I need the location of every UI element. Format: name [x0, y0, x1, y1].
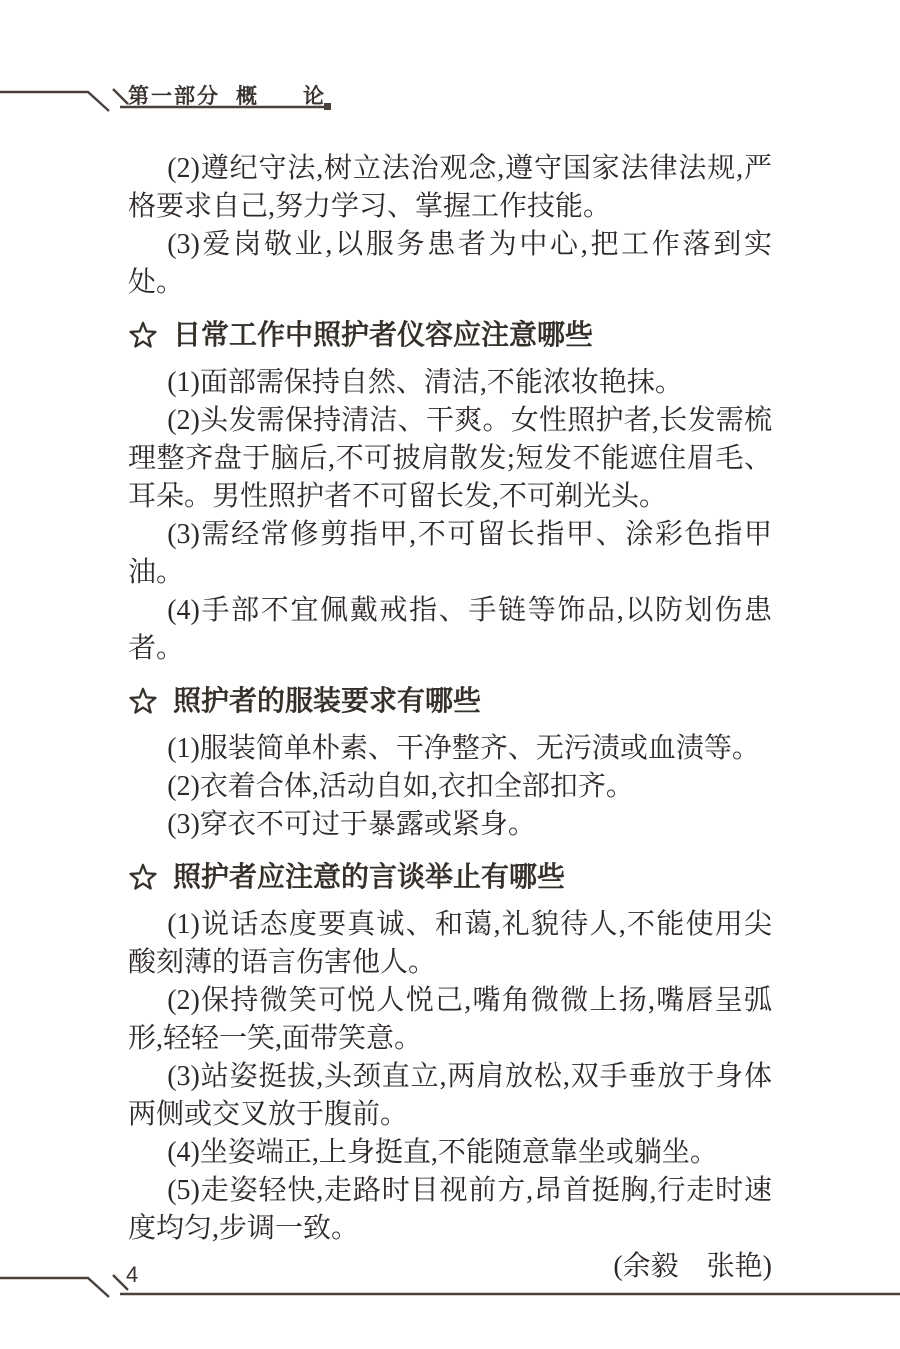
paragraph: (1)说话态度要真诚、和蔼,礼貌待人,不能使用尖酸刻薄的语言伤害他人。 [128, 909, 772, 978]
paragraph: (2)保持微笑可悦人悦己,嘴角微微上扬,嘴唇呈弧形,轻轻一笑,面带笑意。 [128, 985, 772, 1054]
section-heading-text: 照护者的服装要求有哪些 [173, 685, 482, 716]
paragraph: (1)面部需保持自然、清洁,不能浓妆艳抹。 [167, 367, 683, 398]
paragraph: (2)遵纪守法,树立法治观念,遵守国家法律法规,严格要求自己,努力学习、掌握工作技能。 [128, 153, 772, 222]
section-heading-text: 日常工作中照护者仪容应注意哪些 [173, 319, 594, 350]
footer-rule [0, 1239, 900, 1349]
paragraph: (2)衣着合体,活动自如,衣扣全部扣齐。 [167, 771, 634, 802]
running-head [128, 80, 326, 110]
paragraph: (3)站姿挺拔,头颈直立,两肩放松,双手垂放于身体两侧或交叉放于腹前。 [128, 1061, 772, 1130]
section-heading-text: 照护者应注意的言谈举止有哪些 [173, 861, 566, 892]
paragraph: (2)头发需保持清洁、干爽。女性照护者,长发需梳理整齐盘于脑后,不可披肩散发;短发不能遮住眉毛、耳朵。男性照护者不可留长发,不可剃光头。 [128, 405, 772, 512]
paragraph: (5)走姿轻快,走路时目视前方,昂首挺胸,行走时速度均匀,步调一致。 [128, 1175, 772, 1244]
paragraph: (3)穿衣不可过于暴露或紧身。 [167, 809, 536, 840]
paragraph: (3)爱岗敬业,以服务患者为中心,把工作落到实处。 [128, 229, 772, 298]
section-heading [128, 858, 772, 896]
paragraph: (4)坐姿端正,上身挺直,不能随意靠坐或躺坐。 [167, 1137, 718, 1168]
star-icon [128, 320, 158, 350]
page-number: 4 [126, 1262, 139, 1287]
header-rule [0, 0, 900, 130]
running-head-part: 第一部分 [128, 85, 220, 108]
author-attribution: (余毅 张艳) [613, 1251, 772, 1282]
paragraph: (4)手部不宜佩戴戒指、手链等饰品,以防划伤患者。 [128, 595, 772, 664]
star-icon [128, 862, 158, 892]
section-heading [128, 682, 772, 720]
section-heading [128, 316, 772, 354]
star-icon [128, 686, 158, 716]
running-head-part: 论 [303, 85, 326, 108]
paragraph: (3)需经常修剪指甲,不可留长指甲、涂彩色指甲油。 [128, 519, 772, 588]
page-body [128, 150, 772, 1286]
running-head-part: 概 [236, 85, 259, 108]
paragraph: (1)服装简单朴素、干净整齐、无污渍或血渍等。 [167, 733, 760, 764]
